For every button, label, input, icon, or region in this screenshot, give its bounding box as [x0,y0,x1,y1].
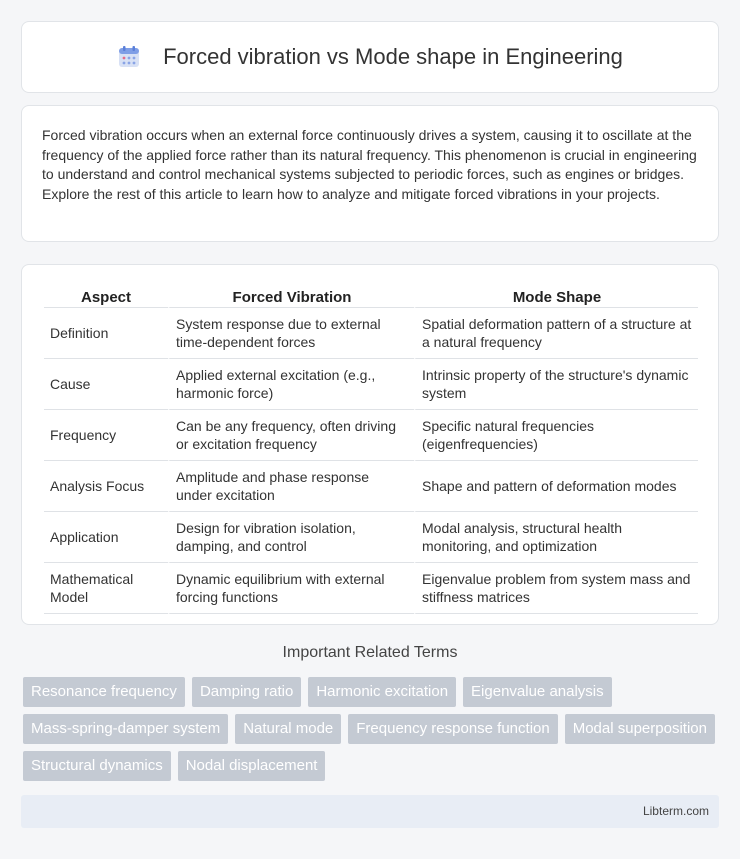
table-row [44,359,698,410]
table-row [44,512,698,563]
footer [21,795,719,828]
tag-natural-mode[interactable]: Natural mode [235,714,341,744]
tag-structural-dynamics[interactable]: Structural dynamics [23,751,171,781]
cell-forced-vibration: Can be any frequency, often driving or excitation frequency [168,410,414,461]
cell-mode-shape: Modal analysis, structural health monitoring, and optimization [414,512,698,563]
table-row [44,410,698,461]
title-card [21,21,719,93]
related-terms-list [23,677,723,781]
cell-aspect: Mathematical Model [44,563,168,614]
cell-mode-shape: Spatial deformation pattern of a structure at a natural frequency [414,308,698,359]
cell-forced-vibration: Design for vibration isolation, damping, and control [168,512,414,563]
cell-mode-shape: Eigenvalue problem from system mass and stiffness matrices [414,563,698,614]
cell-aspect: Cause [44,359,168,410]
tag-resonance-frequency[interactable]: Resonance frequency [23,677,185,707]
cell-aspect: Frequency [44,410,168,461]
comparison-card [21,264,719,625]
tag-damping-ratio[interactable]: Damping ratio [192,677,301,707]
tag-harmonic-excitation[interactable]: Harmonic excitation [308,677,456,707]
table-row [44,461,698,512]
cell-mode-shape: Specific natural frequencies (eigenfrequencies) [414,410,698,461]
page-title: Forced vibration vs Mode shape in Engineering [163,44,623,69]
table-row [44,308,698,359]
cell-aspect: Analysis Focus [44,461,168,512]
intro-paragraph: Forced vibration occurs when an external force continuously drives a system, causing it to oscillate at the frequency of the applied force rather than its natural frequency. This phenomenon is crucial in engineering to understand and control mechanical systems subjected to periodic forces, such as engines or bridges. Explore the rest of this article to learn how to analyze and mitigate forced vibrations in your projects. [42,127,697,202]
cell-mode-shape: Shape and pattern of deformation modes [414,461,698,512]
cell-forced-vibration: Dynamic equilibrium with external forcing functions [168,563,414,614]
tag-eigenvalue-analysis[interactable]: Eigenvalue analysis [463,677,612,707]
intro-card [21,105,719,242]
tag-modal-superposition[interactable]: Modal superposition [565,714,715,744]
tag-nodal-displacement[interactable]: Nodal displacement [178,751,326,781]
related-terms-title: Important Related Terms [282,644,458,661]
cell-aspect: Application [44,512,168,563]
footer-site-link[interactable]: Libterm.com [642,804,709,818]
tag-frequency-response-function[interactable]: Frequency response function [348,714,557,744]
calendar-icon [117,45,141,69]
header-mode-shape: Mode Shape [414,287,698,308]
cell-forced-vibration: Amplitude and phase response under excitation [168,461,414,512]
tag-mass-spring-damper-system[interactable]: Mass-spring-damper system [23,714,228,744]
cell-forced-vibration: System response due to external time-dependent forces [168,308,414,359]
header-forced-vibration: Forced Vibration [168,287,414,308]
header-aspect: Aspect [44,287,168,308]
comparison-table [44,287,698,614]
cell-forced-vibration: Applied external excitation (e.g., harmonic force) [168,359,414,410]
cell-mode-shape: Intrinsic property of the structure's dynamic system [414,359,698,410]
cell-aspect: Definition [44,308,168,359]
table-header-row [44,287,698,308]
table-row [44,563,698,614]
